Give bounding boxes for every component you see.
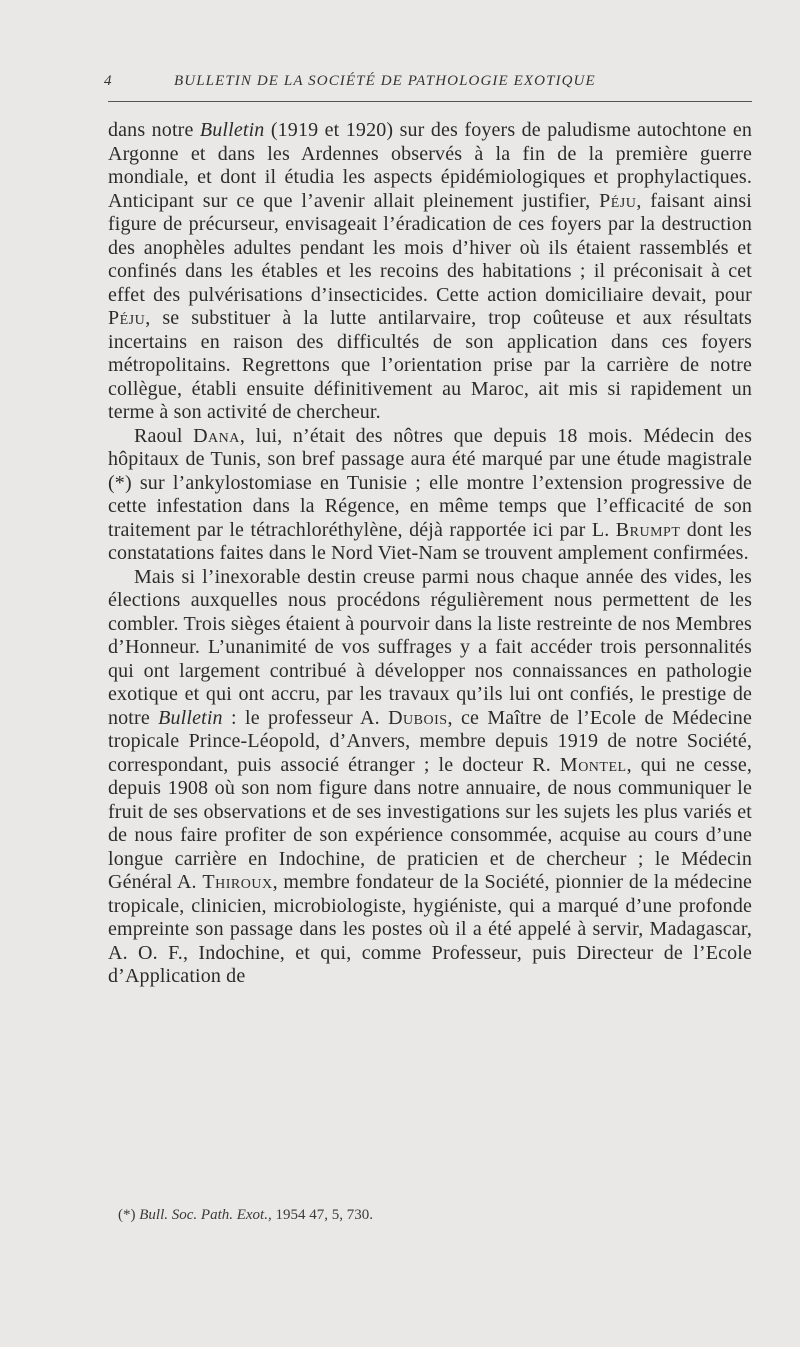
footnote-citation: Bull. Soc. Path. Exot.,: [139, 1207, 272, 1223]
running-title: BULLETIN DE LA SOCIÉTÉ DE PATHOLOGIE EXOTIQUE: [174, 73, 596, 89]
footnote-details: 1954 47, 5, 730.: [275, 1207, 373, 1223]
author-name: Thiroux: [202, 871, 273, 893]
author-name: Montel: [559, 753, 627, 776]
page-number: 4: [104, 73, 113, 89]
author-name: Dana: [193, 424, 240, 447]
paragraph-dana: Raoul Dana, lui, n’était des nôtres que depuis 18 mois. Médecin des hôpitaux de Tunis, son bref passage aura été marqué par une étude magistrale (*) sur l’ankylostomiase en Tunisie ; elle montre l’extension progressive de cette infestation dans la Régence, en même temps que l’efficacité de son traitement par le tétrachloréthylène, déjà rapportée ici par L. Brumpt dont les constatations faites dans le Nord Viet-Nam se trouvent amplement confirmées.: [108, 424, 753, 564]
journal-title: Bulletin: [158, 706, 223, 729]
author-name: Péju: [108, 307, 146, 329]
footnote: [118, 1207, 373, 1224]
paragraph-peju: dans notre Bulletin (1919 et 1920) sur des foyers de paludisme autochtone en Argonne et dans les Ardennes observés à la fin de la première guerre mondiale, et dont il étudia les aspects épidémiologiques et prophylactiques. Anticipant sur ce que l’avenir allait pleinement justifier, Péju, faisant ainsi figure de précurseur, envisageait l’éradication de ces foyers par la destruction des anophèles adultes pendant les mois d’hiver où ils étaient rassemblés et confinés dans les étables et les recoins des habitations ; il préconisait à cet effet des pulvérisations d’insecticides. Cette action domiciliaire devait, pour Péju, se substituer à la lutte antilarvaire, trop coûteuse et aux résultats incertains en raison des difficultés de son application dans ces foyers métropolitains. Regrettons que l’orientation prise par la carrière de notre collègue, établi ensuite définitivement au Maroc, ait mis si rapidement un terme à son activité de chercheur.: [108, 119, 753, 423]
journal-title: Bulletin: [199, 119, 265, 141]
header-rule: [108, 101, 752, 102]
paragraph-elections: Mais si l’inexorable destin creuse parmi nous chaque année des vides, les élections auxquelles nous procédons régulièrement nous permettent de les combler. Trois sièges étaient à pourvoir dans la liste restreinte de nos Membres d’Honneur. L’unanimité de vos suffrages y a fait accéder trois personnalités qui ont largement contribué à développer nos connaissances en pathologie exotique et qui ont accru, par les travaux qu’ils lui ont confiés, le prestige de notre Bulletin : le professeur A. Dubois, ce Maître de l’Ecole de Médecine tropicale Prince-Léopold, d’Anvers, membre depuis 1919 de notre Société, correspondant, puis associé étranger ; le docteur R. Montel, qui ne cesse, depuis 1908 où son nom figure dans notre annuaire, de nous communiquer le fruit de ses observations et de ses investigations sur les sujets les plus variés et de nous faire profiter de son expérience consommée, acquise au cours d’une longue carrière en Indochine, de praticien et de chercheur ; le Médecin Général A. Thiroux, membre fondateur de la Société, pionnier de la médecine tropicale, clinicien, microbiologiste, hygiéniste, qui a marqué d’une profonde empreinte son passage dans les postes où il a été appelé à servir, Madagascar, A. O. F., Indochine, et qui, comme Professeur, puis Directeur de l’Ecole d’Application de: [108, 565, 753, 987]
author-name: Dubois: [388, 706, 448, 729]
author-name: Brumpt: [615, 518, 681, 541]
author-name: Péju: [599, 189, 637, 212]
footnote-marker: (*): [118, 1207, 136, 1223]
article-body: [108, 119, 752, 989]
